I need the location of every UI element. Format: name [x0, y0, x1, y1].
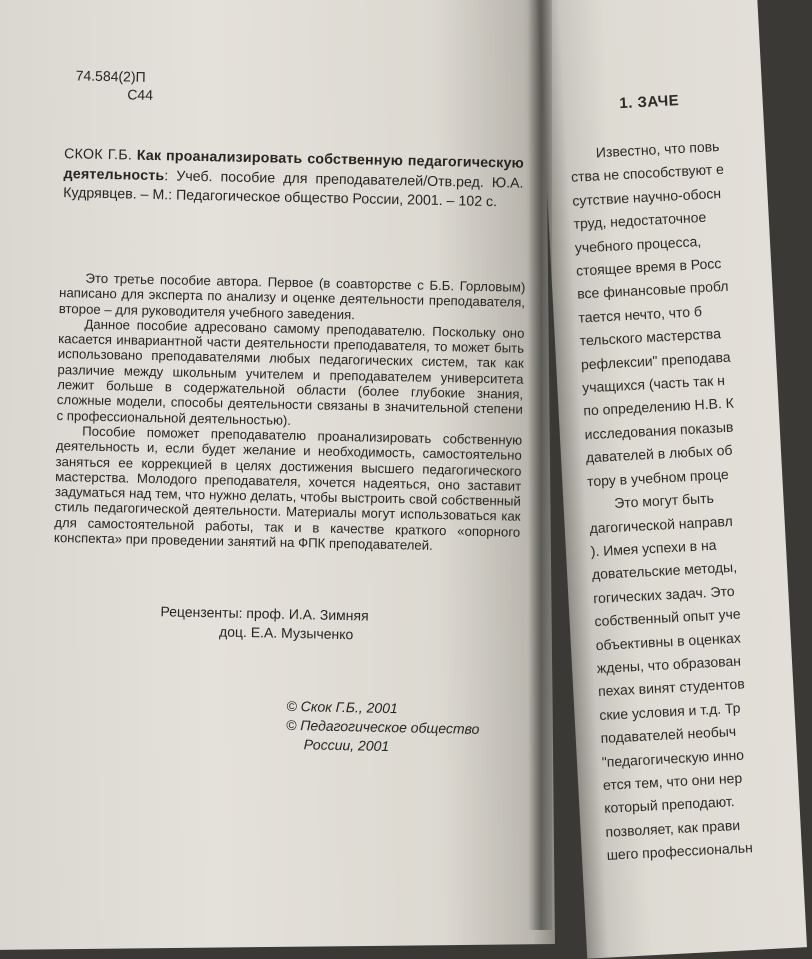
right-page-line: объективны в оценках	[595, 629, 742, 653]
abstract-paragraph-2: Данное пособие адресовано самому преподавателю. Поскольку оно касается инвариантной части деятельности преподавателя, то может быть использовано преподавателями любых педагогических систем, так как различие между школьным учителем и преподавателем университета лежит больше в содержательной области (более глубокие знания, сложные модели, способы деятельности связаны в значительной степени с профессиональной деятельностью).	[56, 316, 525, 428]
right-page-line: стоящее время в Росс	[575, 255, 722, 279]
right-page-line: учащихся (часть так н	[581, 372, 726, 396]
reviewer-line-2: доц. Е.А. Музыченко	[218, 623, 354, 643]
right-page-line: ется тем, что они нер	[602, 769, 743, 793]
right-page-line: тору в учебном проце	[586, 465, 729, 490]
right-page-line: Известно, что повь	[595, 138, 720, 161]
right-page-line: рефлексии" преподава	[580, 348, 731, 373]
right-page-line: "педагогическую инно	[601, 746, 745, 770]
author-mark: С44	[127, 86, 154, 103]
reviewer-line-1: Рецензенты: проф. И.А. Зимняя	[160, 603, 369, 624]
catalog-codes	[75, 66, 153, 104]
right-page-line: который преподают.	[603, 793, 735, 817]
right-page-line: ские условия и т.д. Тр	[598, 699, 741, 723]
right-page-line: пехах винят студентов	[597, 675, 746, 700]
abstract	[54, 270, 526, 555]
book-title: Как проанализировать собственную педагогическую деятельность	[63, 147, 525, 184]
reviewers	[160, 602, 369, 644]
bbk-code: 74.584(2)П	[75, 67, 146, 85]
right-page-line: по определению Н.В. К	[583, 395, 735, 419]
right-page-line: ждены, что образован	[596, 652, 742, 677]
right-page-line: подавателей необыч	[600, 723, 737, 747]
right-page-line: довательские методы,	[591, 558, 738, 583]
right-page-line: Это могут быть	[613, 489, 715, 512]
book-imprint: : Учеб. пособие для преподавателей/Отв.ред. Ю.А. Кудрявцев. – М.: Педагогическое общество России, 2001. – 102 с.	[63, 167, 524, 211]
abstract-paragraph-3: Пособие поможет преподавателю проанализировать собственную деятельность и, если будет желание и необходимость, самостоятельно заняться ее коррекцией в целях достижения высшего педагогического мастерства. Молодого преподавателя, хочется надеяться, оно заставит задуматься над тем, что нужно делать, чтобы выстроить свой собственный стиль педагогической деятельности. Материалы могут использоваться как для самостоятельной работы, так и в качестве краткого «опорного конспекта» при проведении занятий на ФПК преподавателей.	[53, 423, 523, 553]
bibliographic-record	[63, 145, 524, 213]
copyright-line-2: © Педагогическое общество	[285, 716, 480, 737]
right-page-line: тельского мастерства	[579, 325, 722, 349]
right-page-line: ). Имея успехи в на	[590, 536, 717, 560]
copyright-line-1: © Скок Г.Б., 2001	[286, 697, 398, 717]
right-page-line: учебного процесса,	[574, 232, 702, 256]
copyright-line-3: России, 2001	[303, 736, 390, 755]
right-page-line: давателей в любых об	[585, 442, 733, 466]
right-page-line: труд, недостаточное	[573, 209, 707, 232]
right-page-line: собственный опыт уче	[594, 605, 742, 630]
right-page-line: тается нечто, что б	[578, 302, 703, 326]
right-page-line: позволяет, как прави	[605, 816, 741, 840]
chapter-heading: 1. ЗАЧЕ	[618, 92, 680, 113]
right-page-line: шего профессиональн	[606, 839, 754, 864]
right-page-line: ства не способствуют е	[570, 161, 725, 186]
copyright	[286, 697, 480, 758]
right-page-line: сутствие научно-обосн	[571, 184, 722, 209]
right-page-line: все финансовые пробл	[576, 278, 729, 303]
right-page-line: исследования показыв	[584, 418, 734, 443]
book-author: СКОК Г.Б.	[63, 146, 133, 164]
right-page-lines	[569, 132, 807, 867]
right-page-line: дагогической направл	[589, 512, 734, 536]
abstract-paragraph-1: Это третье пособие автора. Первое (в соавторстве с Б.Б. Горловым) написано для эксперта по анализу и оценке деятельности преподавателя, второе – для руководителя учебного заведения.	[58, 270, 526, 322]
right-page-line: гогических задач. Это	[592, 582, 735, 606]
